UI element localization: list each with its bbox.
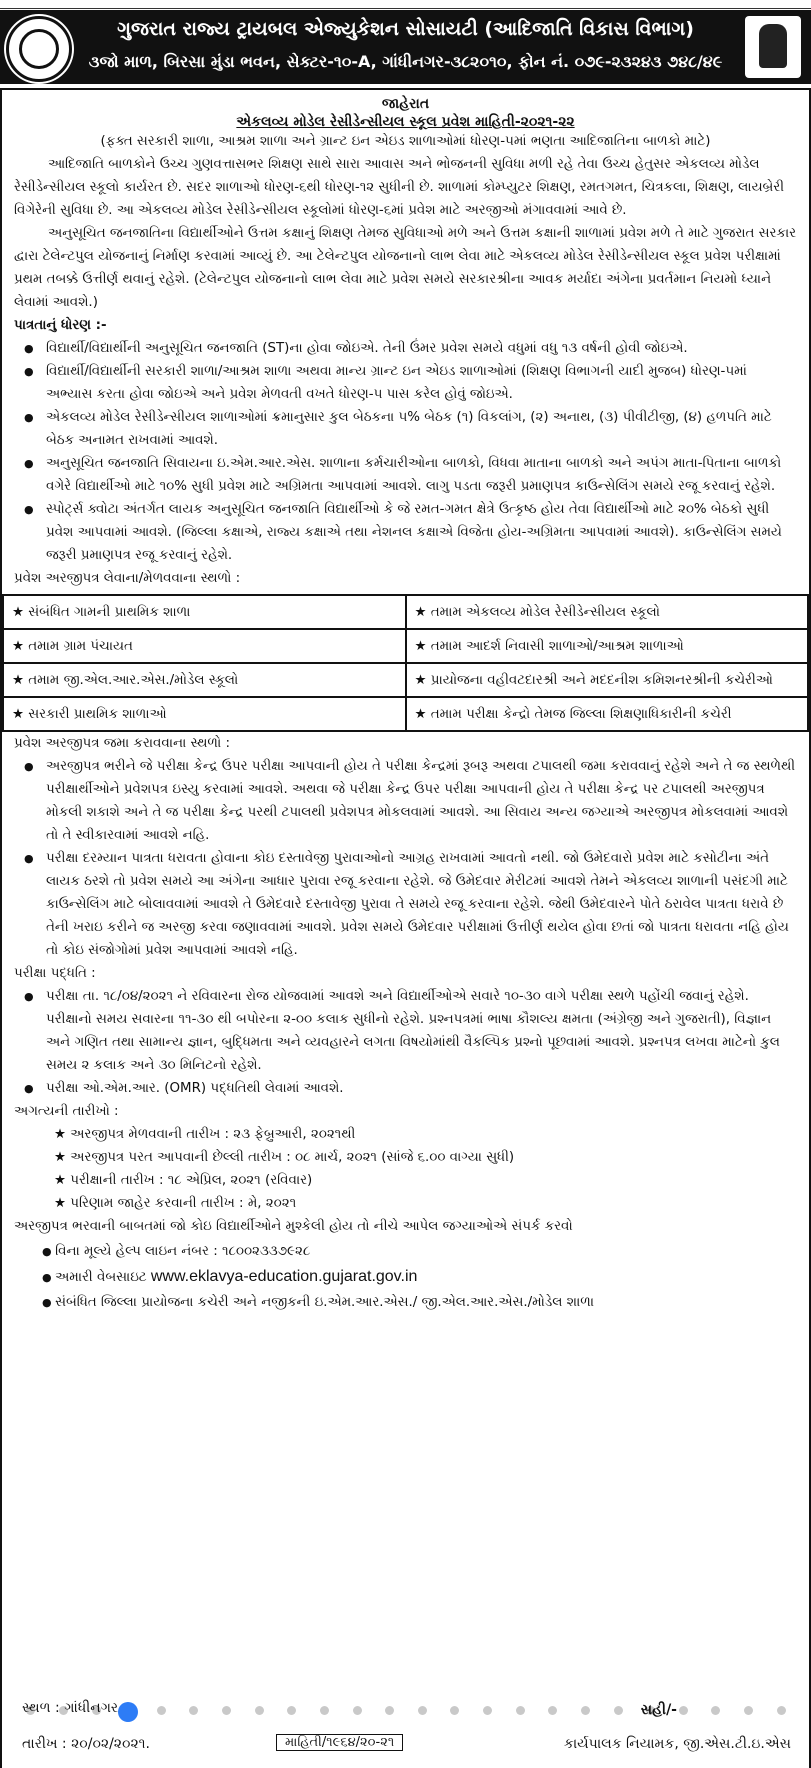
list-item: ● પરીક્ષા દરમ્યાન પાત્રતા ધરાવતા હોવાના કોઇ દસ્તાવેજી પુરાવાઓનો આગ્રહ રાખવામાં આવતો નથી. જો ઉમેદવારો પ્રવેશ માટે કસોટીના અંતે લાયક ઠરશે તો પ્રવેશ સમયે આ અંગેના આધાર પુરાવા રજૂ કરવાના રહેશે. જે ઉમેદવાર મેરીટમાં આવશે તેમને એકલવ્ય શાળાની પસંદગી માટે કાઉન્સેલિંગ માટે બોલાવવામાં આવશે તે ઉમેદવારે દસ્તાવેજી પુરાવા તે સમયે રજૂ કરવાના રહેશે. જેથી ઉમેદવારને પોતે ઠરાવેલ પાત્રતા ધરાવે છે તેની ખરાઇ કરીને જ અરજી કરવા જણાવવામાં આવશે. પ્રવેશ સમયે ઉમેદવાર પરીક્ષામાં ઉત્તીર્ણ થયેલ હોવા છતાં જો પાત્રતા ધરાવતા નહિ હોય તો કોઇ સંજોગોમાં પ્રવેશ આપવામાં આવશે નહિ. xyxy=(46,847,797,962)
list-item: ● એકલવ્ય મોડેલ રેસીડેન્સીયલ શાળાઓમાં ક્રમાનુસાર કુલ બેઠકના ૫% બેઠક (૧) વિકલાંગ, (૨) અનાથ, (૩) પીવીટીજી, (૪) હળપતિ માટે બેઠક અનામત રાખવામાં આવશે. xyxy=(46,406,797,452)
carousel-dot[interactable] xyxy=(222,1706,231,1715)
table-row xyxy=(3,663,808,697)
carousel-dots xyxy=(14,1702,797,1720)
footer-place: સ્થળ : ગાંધીનગર xyxy=(22,1700,119,1716)
top-strip xyxy=(0,0,811,9)
carousel-dot[interactable] xyxy=(581,1706,590,1715)
table-row xyxy=(3,697,808,731)
carousel-dot[interactable] xyxy=(320,1706,329,1715)
list-item: ★ અરજીપત્ર મેળવવાની તારીખ : ૨૩ ફેબ્રુઆરી, ૨૦૨૧થી xyxy=(54,1123,797,1146)
header-banner xyxy=(0,10,811,84)
notice-title: જાહેરાત xyxy=(381,96,430,112)
society-logo-icon xyxy=(6,16,72,82)
carousel-dot[interactable] xyxy=(679,1706,688,1715)
footer-designation: કાર્યપાલક નિયામક, જી.એસ.ટી.ઇ.એસ xyxy=(563,1736,791,1752)
dates-heading: અગત્યની તારીખો : xyxy=(14,1104,119,1119)
carousel-dot[interactable] xyxy=(711,1706,720,1715)
intro-paragraph-2: અનુસૂચિત જનજાતિના વિદ્યાર્થીઓને ઉત્તમ કક્ષાનું શિક્ષણ તેમજ સુવિધાઓ મળે અને ઉત્તમ કક્ષાની શાળામાં પ્રવેશ મળે તે માટે ગુજરાત સરકાર દ્વારા ટેલેન્ટપુલ યોજનાનું નિર્માણ કરવામાં આવ્યું છે. આ ટેલેન્ટપુલ યોજનાનો લાભ લેવા માટે એકલવ્ય મોડેલ રેસીડેન્સીયલ સ્કૂલ પ્રવેશ પરીક્ષામાં પ્રથમ તબક્કે ઉત્તીર્ણ થવાનું રહેશે. (ટેલેન્ટપુલ યોજનાનો લાભ લેવા માટે પ્રવેશ સમયે સરકારશ્રીના આવક મર્યાદા અંગેના પ્રવર્તમાન નિયમો ધ્યાને લેવામાં આવશે.) xyxy=(14,226,797,310)
notice-body xyxy=(0,88,811,1768)
list-item: ★ અરજીપત્ર પરત આપવાની છેલ્લી તારીખ : ૦૮ માર્ચ, ૨૦૨૧ (સાંજે ૬.૦૦ વાગ્યા સુધી) xyxy=(54,1146,797,1169)
table-cell: ★ તમામ આદર્શ નિવાસી શાળાઓ/આશ્રમ શાળાઓ xyxy=(406,629,809,663)
helpline-number: ● વિના મૂલ્યે હેલ્પ લાઇન નંબર : ૧૮૦૦૨૩૩૭૯૨૮ xyxy=(42,1240,797,1263)
intro-note: (ફક્ત સરકારી શાળા, આશ્રમ શાળા અને ગ્રાન્ટ ઇન એઇડ શાળાઓમાં ધોરણ-૫માં ભણતા આદિજાતિના બાળકો માટે) xyxy=(100,134,711,149)
website-item xyxy=(42,1265,797,1289)
carousel-dot[interactable] xyxy=(483,1706,492,1715)
carousel-dot[interactable] xyxy=(189,1706,198,1715)
notice-content xyxy=(2,130,809,1314)
table-cell: ★ પ્રાયોજના વહીવટદારશ્રી અને મદદનીશ કમિશનરશ્રીની કચેરીઓ xyxy=(406,663,809,697)
state-emblem-icon xyxy=(745,16,801,78)
header-address: ૩જો માળ, બિરસા મુંડા ભવન, સેક્ટર-૧૦-A, ગાંધીનગર-૩૮૨૦૧૦, ફોન નં. ૦૭૯-૨૩૨૪૩ ૭૪૮/૪૯ xyxy=(88,52,723,71)
table-cell: ★ તમામ ગ્રામ પંચાયત xyxy=(3,629,406,663)
form-places-heading: પ્રવેશ અરજીપત્ર લેવાના/મેળવવાના સ્થળો : xyxy=(14,571,241,586)
footer-reference: માહિતી/૧૯૬૪/૨૦-૨૧ xyxy=(276,1734,403,1751)
carousel-dot[interactable] xyxy=(255,1706,264,1715)
carousel-dot[interactable] xyxy=(353,1706,362,1715)
exam-list xyxy=(14,985,797,1100)
carousel-dot[interactable] xyxy=(385,1706,394,1715)
contact-heading: અરજીપત્ર ભરવાની બાબતમાં જો કોઇ વિદ્યાર્થીઓને મુશ્કેલી હોય તો નીચે આપેલ જગ્યાઓએ સંપર્ક કરવો xyxy=(14,1219,573,1234)
list-item: ★ પરિણામ જાહેર કરવાની તારીખ : મે, ૨૦૨૧ xyxy=(54,1192,797,1215)
carousel-dot-active[interactable] xyxy=(118,1702,138,1722)
list-item: ● અનુસૂચિત જનજાતિ સિવાયના ઇ.એમ.આર.એસ. શાળાના કર્મચારીઓના બાળકો, વિધવા માતાના બાળકો અને અપંગ માતા-પિતાના બાળકો વગેરે વિદ્યાર્થીઓ માટે ૧૦% સુધી પ્રવેશ માટે અગ્રિમતા આપવામાં આવશે. લાગુ પડતા જરૂરી પ્રમાણપત્ર કાઉન્સેલિંગ સમયે રજૂ કરવાનું રહેશે. xyxy=(46,452,797,498)
dates-list xyxy=(14,1123,797,1215)
intro-paragraph-1: આદિજાતિ બાળકોને ઉચ્ચ ગુણવત્તાસભર શિક્ષણ સાથે સારા આવાસ અને ભોજનની સુવિધા મળી રહે તેવા ઉચ્ચ હેતુસર એકલવ્ય મોડેલ રેસીડેન્સીયલ સ્કૂલો કાર્યરત છે. સદર શાળાઓ ધોરણ-૬થી ધોરણ-૧૨ સુધીની છે. શાળામાં કોમ્પ્યુટર શિક્ષણ, રમતગમત, ચિત્રકલા, શિક્ષણ, લાયબ્રેરી વિગેરેની સુવિધા છે. આ એકલવ્ય મોડેલ રેસીડેન્સીયલ સ્કૂલોમાં ધોરણ-૬માં પ્રવેશ માટે અરજીઓ મંગાવવામાં આવે છે. xyxy=(14,157,785,218)
footer-signature: સહી/- xyxy=(640,1702,677,1718)
footer xyxy=(14,1690,797,1768)
eligibility-heading: પાત્રતાનું ધોરણ :- xyxy=(14,318,107,333)
list-item: ★ પરીક્ષાની તારીખ : ૧૮ એપ્રિલ, ૨૦૨૧ (રવિવાર) xyxy=(54,1169,797,1192)
header-title: ગુજરાત રાજ્ય ટ્રાયબલ એજ્યુકેશન સોસાયટી (આદિજાતિ વિકાસ વિભાગ) xyxy=(117,18,694,40)
carousel-dot[interactable] xyxy=(777,1706,786,1715)
list-item: ● સ્પોર્ટ્સ ક્વોટા અંતર્ગત લાયક અનુસૂચિત જનજાતિ વિદ્યાર્થીઓ કે જે રમત-ગમત ક્ષેત્રે ઉત્કૃષ્ઠ હોય તેવા વિદ્યાર્થીઓ માટે ૨૦% બેઠકો સુધી પ્રવેશ આપવામાં આવશે. (જિલ્લા કક્ષાએ, રાજ્ય કક્ષાએ તથા નેશનલ કક્ષાએ વિજેતા હોય-અગ્રિમતા આપવામાં આવશે). કાઉન્સેલિંગ સમયે જરૂરી પ્રમાણપત્ર રજૂ કરવાનું રહેશે. xyxy=(46,498,797,567)
carousel-dot[interactable] xyxy=(450,1706,459,1715)
contact-list xyxy=(14,1240,797,1314)
table-cell: ★ સરકારી પ્રાથમિક શાળાઓ xyxy=(3,697,406,731)
table-row xyxy=(3,595,808,629)
list-item: ● વિદ્યાર્થી/વિદ્યાર્થીની અનુસૂચિત જનજાતિ (ST)ના હોવા જોઇએ. તેની ઉંમર પ્રવેશ સમયે વધુમાં વધુ ૧૩ વર્ષની હોવી જોઇએ. xyxy=(46,337,797,360)
eligibility-list xyxy=(14,337,797,567)
table-cell: ★ તમામ એકલવ્ય મોડેલ રેસીડેન્સીયલ સ્કૂલો xyxy=(406,595,809,629)
carousel-dot[interactable] xyxy=(418,1706,427,1715)
office-item: ● સંબંધિત જિલ્લા પ્રાયોજના કચેરી અને નજીકની ઇ.એમ.આર.એસ./ જી.એલ.આર.એસ./મોડેલ શાળા xyxy=(42,1291,797,1314)
list-item: ● પરીક્ષા ઓ.એમ.આર. (OMR) પદ્ધતિથી લેવામાં આવશે. xyxy=(46,1077,797,1100)
list-item: ● અરજીપત્ર ભરીને જે પરીક્ષા કેન્દ્ર ઉપર પરીક્ષા આપવાની હોય તે પરીક્ષા કેન્દ્રમાં રૂબરૂ અથવા ટપાલથી જમા કરાવવાનું રહેશે અને તે જ સ્થળેથી પરીક્ષાર્થીઓને પ્રવેશપત્ર ઇસ્યુ કરવામાં આવશે. અથવા જે પરીક્ષા કેન્દ્ર ઉપર પરીક્ષા આપવાની હોય તે પરીક્ષા કેન્દ્ર પર ટપાલથી અરજીપત્ર મોકલી શકાશે અને તે જ પરીક્ષા કેન્દ્ર પરથી ટપાલથી પ્રવેશપત્ર મોકલવામાં આવશે. આ સિવાય અન્ય જગ્યાએ અરજીપત્ર મોકલવામાં આવશે તો તે સ્વીકારવામાં આવશે નહિ. xyxy=(46,755,797,847)
carousel-dot[interactable] xyxy=(516,1706,525,1715)
carousel-dot[interactable] xyxy=(287,1706,296,1715)
website-link[interactable]: www.eklavya-education.gujarat.gov.in xyxy=(150,1268,418,1285)
submission-heading: પ્રવેશ અરજીપત્ર જમા કરાવવાના સ્થળો : xyxy=(14,736,230,751)
table-cell: ★ સંબંધિત ગામની પ્રાથમિક શાળા xyxy=(3,595,406,629)
form-places-table xyxy=(2,594,809,732)
carousel-dot[interactable] xyxy=(744,1706,753,1715)
submission-list xyxy=(14,755,797,962)
exam-heading: પરીક્ષા પદ્ધતિ : xyxy=(14,966,96,981)
carousel-dot[interactable] xyxy=(614,1706,623,1715)
website-label: અમારી વેબસાઇટ xyxy=(55,1270,147,1285)
table-cell: ★ તમામ જી.એલ.આર.એસ./મોડેલ સ્કૂલો xyxy=(3,663,406,697)
table-row xyxy=(3,629,808,663)
list-item: ● પરીક્ષા તા. ૧૮/૦૪/૨૦૨૧ ને રવિવારના રોજ યોજવામાં આવશે અને વિદ્યાર્થીઓએ સવારે ૧૦-૩૦ વાગે પરીક્ષા સ્થળે પહોંચી જવાનું રહેશે. પરીક્ષાનો સમય સવારના ૧૧-૩૦ થી બપોરના ૨-૦૦ કલાક સુધીનો રહેશે. પ્રશ્નપત્રમાં ભાષા કૌશલ્ય ક્ષમતા (અંગ્રેજી અને ગુજરાતી), વિજ્ઞાન અને ગણિત તથા સામાન્ય જ્ઞાન, બુદ્ધિમતા અને વ્યવહારને લગતા વિષયોમાંથી વૈકલ્પિક પ્રશ્નો પૂછવામાં આવશે. પ્રશ્નપત્ર લખવા માટેનો કુલ સમય ૨ કલાક અને ૩૦ મિનિટનો રહેશે. xyxy=(46,985,797,1077)
notice-subtitle: એકલવ્ય મોડેલ રેસીડેન્સીયલ સ્કૂલ પ્રવેશ માહિતી-૨૦૨૧-૨૨ xyxy=(236,114,575,130)
footer-date: તારીખ : ૨૦/૦૨/૨૦૨૧. xyxy=(22,1736,150,1752)
table-cell: ★ તમામ પરીક્ષા કેન્દ્રો તેમજ જિલ્લા શિક્ષણાધિકારીની કચેરી xyxy=(406,697,809,731)
carousel-dot[interactable] xyxy=(548,1706,557,1715)
list-item: ● વિદ્યાર્થી/વિદ્યાર્થીની સરકારી શાળા/આશ્રમ શાળા અથવા માન્ય ગ્રાન્ટ ઇન એઇડ શાળાઓમાં (શિક્ષણ વિભાગની યાદી મુજબ) ધોરણ-૫માં અભ્યાસ કરતા હોવા જોઇએ અને પ્રવેશ મેળવતી વખતે ધોરણ-૫ પાસ કરેલ હોવું જોઇએ. xyxy=(46,360,797,406)
carousel-dot[interactable] xyxy=(157,1706,166,1715)
